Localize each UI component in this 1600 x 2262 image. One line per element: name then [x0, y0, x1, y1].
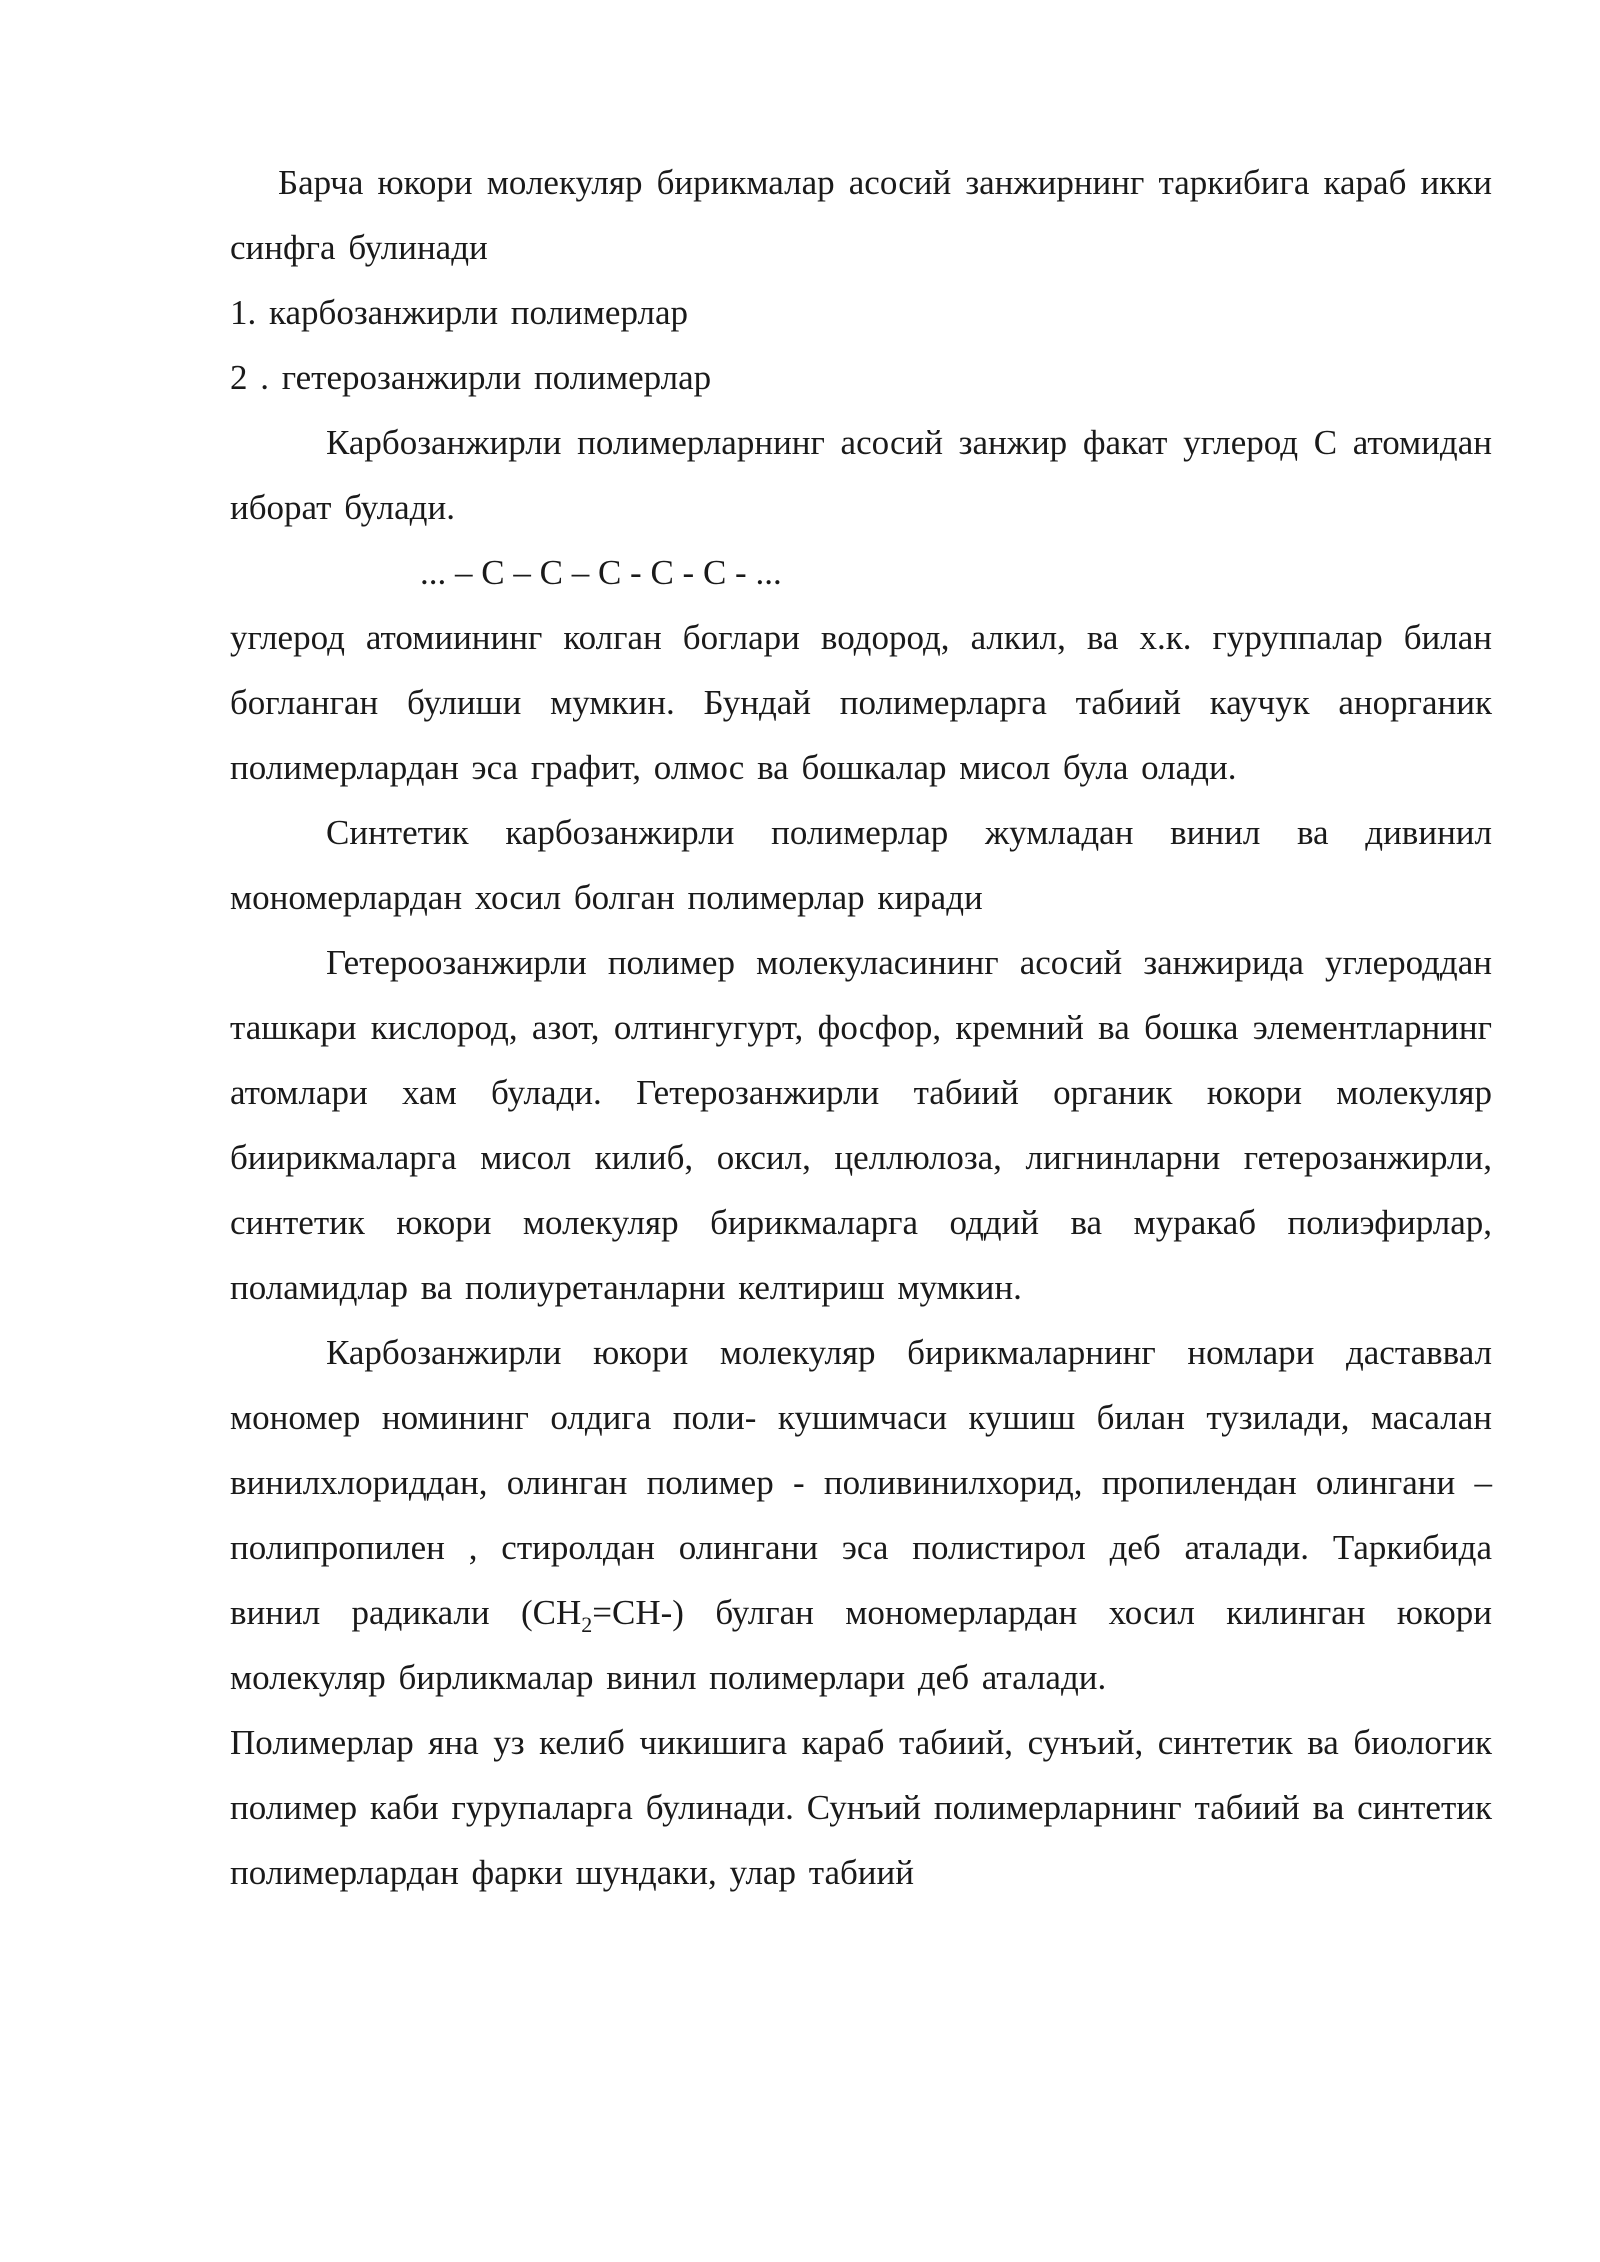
- paragraph-classification: Барча юкори молекуляр бирикмалар асосий занжирнинг таркибига караб икки синфга булинади: [230, 163, 1492, 267]
- list-item-heterochain: 2 . гетерозанжирли полимерлар: [230, 358, 712, 397]
- naming-text-part2: =CH-) булган мономерлардан хосил килинган юкори молекуляр бирликмалар винил полимерлари деб аталади.: [230, 1593, 1492, 1697]
- paragraph-naming: [230, 1320, 1492, 1710]
- paragraph-origin-classification: Полимерлар яна уз келиб чикишига караб табиий, сунъий, синтетик ва биологик полимер каби гурупаларга булинади. Сунъий полимерларнинг табиий ва синтетик полимерлардан фарки шундаки, улар табиий: [230, 1723, 1492, 1892]
- carbon-chain-formula: ... – C – C – C - C - C - ...: [420, 553, 782, 592]
- paragraph-synthetic-carbochain: Синтетик карбозанжирли полимерлар жумладан винил ва дивинил мономерлардан хосил болган полимерлар киради: [230, 813, 1492, 917]
- document-page: [230, 150, 1492, 1905]
- paragraph-heterochain: Гетероозанжирли полимер молекуласининг асосий занжирида углероддан ташкари кислород, азот, олтингугурт, фосфор, кремний ва бошка элементларнинг атомлари хам булади. Гетерозанжирли табиий органик юкори молекуляр биирикмаларга мисол килиб, оксил, целлюлоза, лигнинларни гетерозанжирли, синтетик юкори молекуляр бирикмаларга оддий ва муракаб полиэфирлар, поламидлар ва полиуретанларни келтириш мумкин.: [230, 943, 1492, 1307]
- paragraph-carbon-bonds: углерод атомиининг колган боглари водород, алкил, ва х.к. гуруппалар билан богланган булиши мумкин. Бундай полимерларга табиий каучук анорганик полимерлардан эса графит, олмос ва бошкалар мисол була олади.: [230, 618, 1492, 787]
- paragraph-carbochain-definition: Карбозанжирли полимерларнинг асосий занжир факат углерод С атомидан иборат булади.: [230, 423, 1492, 527]
- list-item-carbochain: 1. карбозанжирли полимерлар: [230, 293, 688, 332]
- naming-text-part1: Карбозанжирли юкори молекуляр бирикмаларнинг номлари даставвал мономер номининг олдига поли- кушимчаси кушиш билан тузилади, масалан винилхлориддан, олинган полимер - поливинилхорид, пропилендан олингани – полипропилен , стиролдан олингани эса полистирол деб аталади. Таркибида винил радикали (CH: [230, 1333, 1492, 1632]
- subscript-2: 2: [581, 1612, 593, 1637]
